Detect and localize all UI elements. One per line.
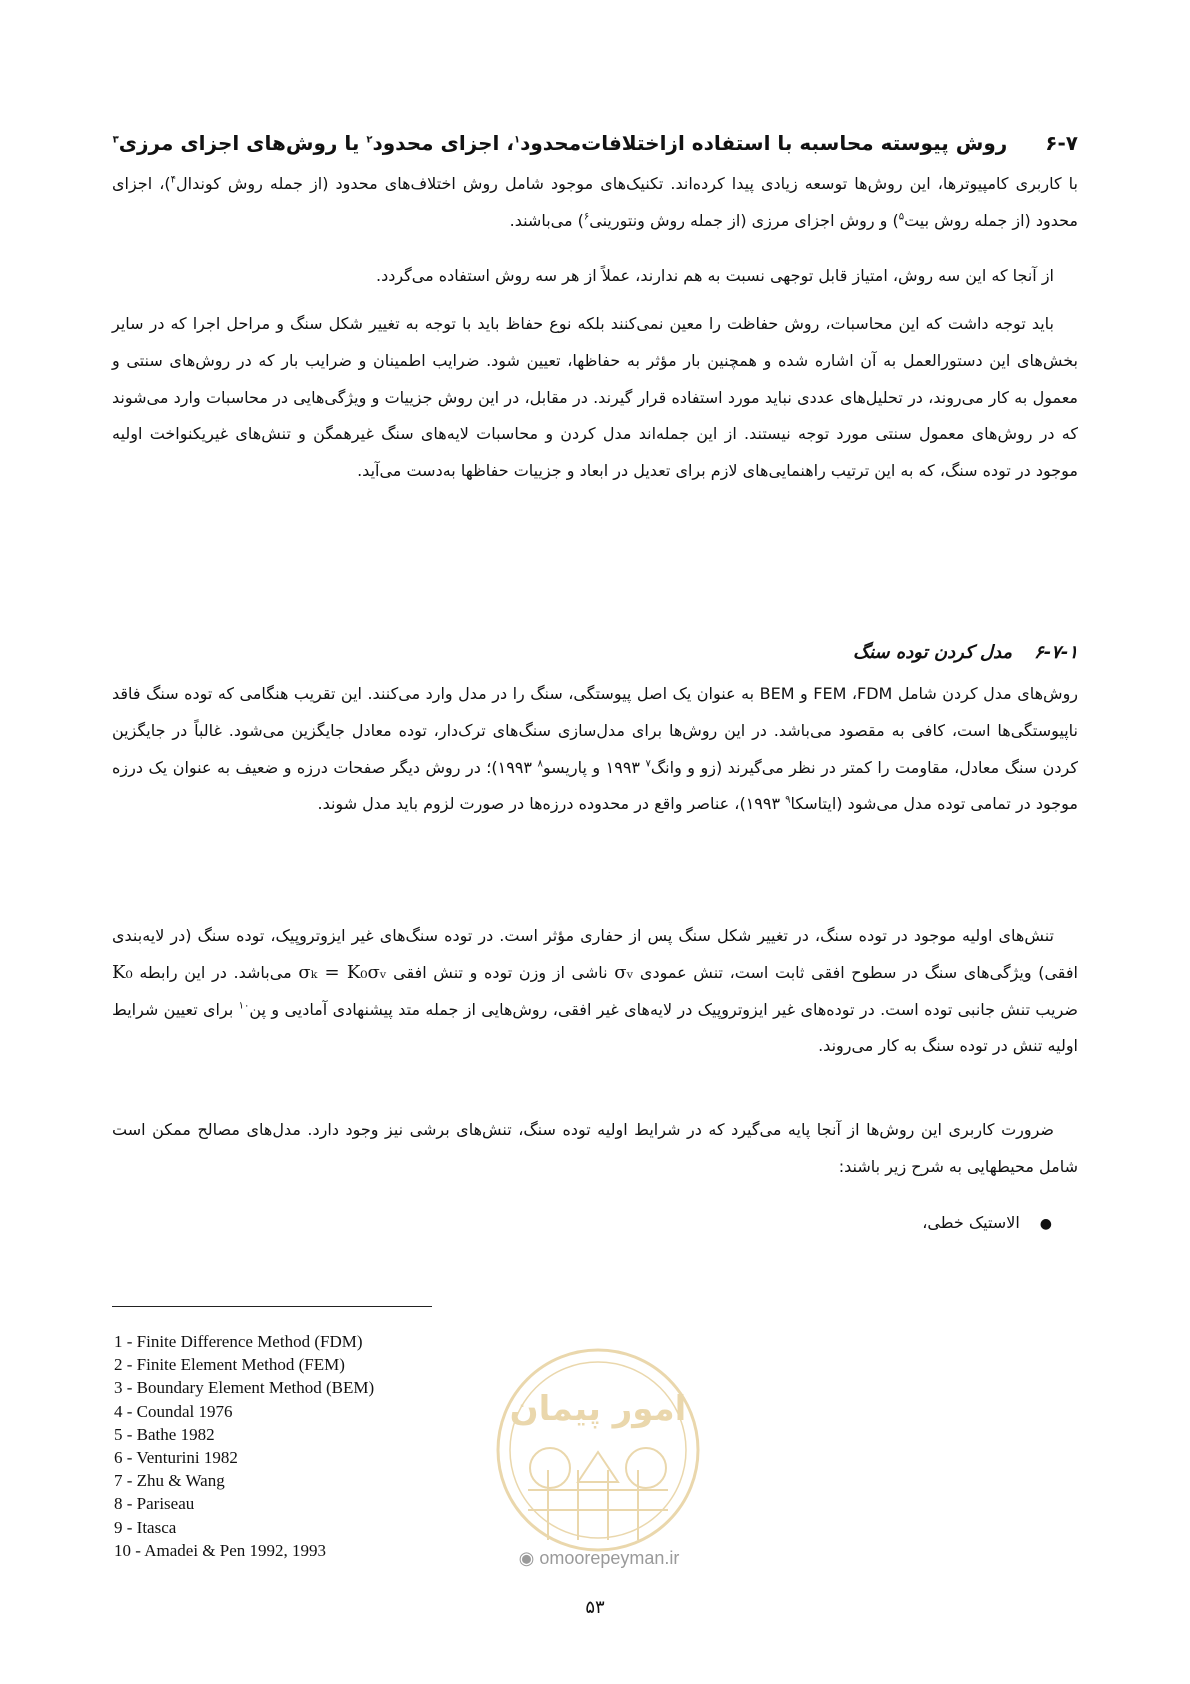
footnote-ref[interactable]: ۴ (170, 174, 176, 186)
paragraph-text: ) و روش اجزای مرزی (از جمله روش ونتورینی (589, 210, 899, 230)
paragraph-shear-stress: ضرورت کاربری این روش‌ها از آنجا پایه می‌گیرد که در شرایط اولیه توده سنگ، تنش‌های برشی نیز وجود دارد. مدل‌های مصالح ممکن است شامل محیطهایی به شرح زیر باشند: (112, 1120, 1078, 1176)
paragraph-text: ۱۹۹۳)، عناصر واقع در محدوده درزه‌ها در صورت لزوم باید مدل شوند. (317, 794, 786, 814)
footnote: 4 - Coundal 1976 (114, 1401, 233, 1421)
footnote-ref[interactable]: ۲ (366, 134, 373, 146)
footnote-ref[interactable]: ۶ (583, 211, 590, 223)
paragraph-text: ) می‌باشند. (509, 210, 584, 230)
footnote: 8 - Pariseau (114, 1494, 195, 1514)
footnote-ref[interactable]: ۱ (513, 134, 521, 146)
paragraph-text: برای تعیین شرایط اولیه تنش در توده سنگ به کار می‌روند. (112, 999, 1078, 1056)
section-title-part: یا روش‌های اجزای مرزی (118, 131, 367, 155)
subsection-number: ۶-۷-۱ (1034, 642, 1078, 663)
footnote-divider (112, 1306, 432, 1307)
paragraph-text: )، اجزای محدود (از جمله روش بیت (112, 174, 1078, 230)
k0-symbol: K₀ (112, 961, 133, 983)
paragraph-modeling (112, 676, 1078, 823)
paragraph-text: می‌باشد. در این رابطه (132, 962, 299, 982)
watermark-url: ◉ omoorepeyman.ir (518, 1548, 680, 1568)
list-item-text: الاستیک خطی، (922, 1213, 1020, 1232)
footnote: 6 - Venturini 1982 (114, 1448, 238, 1468)
footnotes (114, 1330, 374, 1562)
paragraph-text: روش‌های مدل کردن شامل FEM ،FDM و BEM به عنوان یک اصل پیوستگی، سنگ را در مدل وارد می‌کنند. این تقریب هنگامی که توده سنگ فاقد ناپیوستگی‌ها است، کافی به مقصود می‌باشد. در این روش‌ها برای مدل‌سازی سنگ‌های ترک‌دار، توده معادل جایگزین می‌شود. غالباً در جایگزین کردن سنگ معادل، مقاومت را کمتر در نظر می‌گیرند (زو و وانگ (112, 684, 1079, 777)
paragraph-text: ۱۹۹۳)؛ در روش دیگر صفحات درزه و ضعیف به عنوان یک درزه موجود در تمامی توده مدل می‌شود (ایتاسکا (112, 757, 1078, 814)
paragraph-intro (112, 166, 1078, 240)
footnote: 7 - Zhu & Wang (114, 1471, 225, 1491)
bullet-icon: ● (1039, 1216, 1052, 1232)
footnote: 2 - Finite Element Method (FEM) (114, 1355, 345, 1375)
footnote: 1 - Finite Difference Method (FDM) (114, 1332, 363, 1351)
list-item (922, 1208, 1052, 1239)
footnote-ref[interactable]: ۳ (112, 134, 119, 146)
paragraph-calculations: باید توجه داشت که این محاسبات، روش حفاظت را معین نمی‌کنند بلکه نوع حفاظ باید با توجه به تغییر شکل سنگ و مراحل اجرا که در سایر بخش‌های این دستورالعمل به آن اشاره شده و همچنین بار مؤثر به حفاظها، تعیین شود. ضرایب اطمینان و ضرایب بار که در روش‌های سنتی و معمول به کار می‌روند، در تحلیل‌های عددی نباید مورد استفاده قرار گیرند. در مقابل، در این روش جزییات و ویژگی‌هایی در محاسبات وارد می‌شوند که در روش‌های معمول سنتی مورد توجه نیستند. از این جمله‌اند مدل کردن و محاسبات لایه‌های سنگ غیرهمگن و تنش‌های غیریکنواخت اولیه موجود در توده سنگ، که به این ترتیب راهنمایی‌های لازم برای تعدیل در ابعاد و جزییات حفاظها به‌دست می‌آید. (112, 314, 1078, 481)
section-title: روش پیوسته محاسبه با استفاده ازاختلافات‌محدود (520, 131, 1008, 155)
paragraph-initial-stress (112, 918, 1078, 1065)
paragraph-text: ضریب تنش جانبی توده است. در توده‌های غیر ایزوتروپیک در لایه‌های غیر افقی، روش‌هایی از جمله متد پیشنهادی آمادیی و پن (249, 999, 1078, 1019)
watermark-url-text: omoorepeyman.ir (539, 1548, 680, 1568)
footnote: 3 - Boundary Element Method (BEM) (114, 1378, 375, 1398)
page-number: ۵۳ (585, 1597, 605, 1618)
footnote-ref[interactable]: ۵ (898, 211, 905, 223)
sigma-v-symbol: σᵥ (614, 961, 634, 983)
section-heading (112, 128, 1078, 158)
paragraph-text: ۱۹۹۳ و پاریسو (542, 757, 646, 777)
paragraph-methods-equal: از آنجا که این سه روش، امتیاز قابل توجهی نسبت به هم ندارند، عملاً از هر سه روش استفاده می‌گردد. (375, 266, 1054, 285)
footnote: 5 - Bathe 1982 (114, 1424, 215, 1444)
footnote: 9 - Itasca (114, 1517, 177, 1537)
footnote-ref[interactable]: ۹ (785, 795, 791, 807)
paragraph-text: تنش‌های اولیه موجود در توده سنگ، در تغییر شکل سنگ پس از حفاری مؤثر است. در توده سنگ‌های غیر ایزوتروپیک، توده سنگ (در لایه‌بندی افقی) ویژگی‌های سنگ در سطوح افقی ثابت است، تنش عمودی (112, 926, 1078, 982)
section-title-part: ، اجزای محدود (372, 131, 514, 155)
stress-formula: σₖ = K₀σᵥ (298, 961, 387, 983)
footnote: 10 - Amadei & Pen 1992, 1993 (114, 1540, 327, 1560)
watermark-logo-icon (488, 1340, 708, 1570)
paragraph-text: ناشی از وزن توده و تنش افقی (386, 962, 615, 982)
subsection-title: مدل کردن توده سنگ (852, 642, 1013, 663)
footnote-ref[interactable]: ۸ (537, 758, 543, 770)
footnote-ref[interactable]: ۱۰ (238, 1000, 250, 1012)
footnote-ref[interactable]: ۷ (645, 758, 651, 770)
watermark-logo-text: امور پیمان (509, 1389, 687, 1429)
section-number: ۶-۷ (1045, 131, 1078, 155)
paragraph-text: با کاربری کامپیوترها، این روش‌ها توسعه زیادی پیدا کرده‌اند. تکنیک‌های موجود شامل روش اختلاف‌های محدود (از جمله روش کوندال (176, 174, 1079, 193)
subsection-heading (112, 638, 1078, 668)
